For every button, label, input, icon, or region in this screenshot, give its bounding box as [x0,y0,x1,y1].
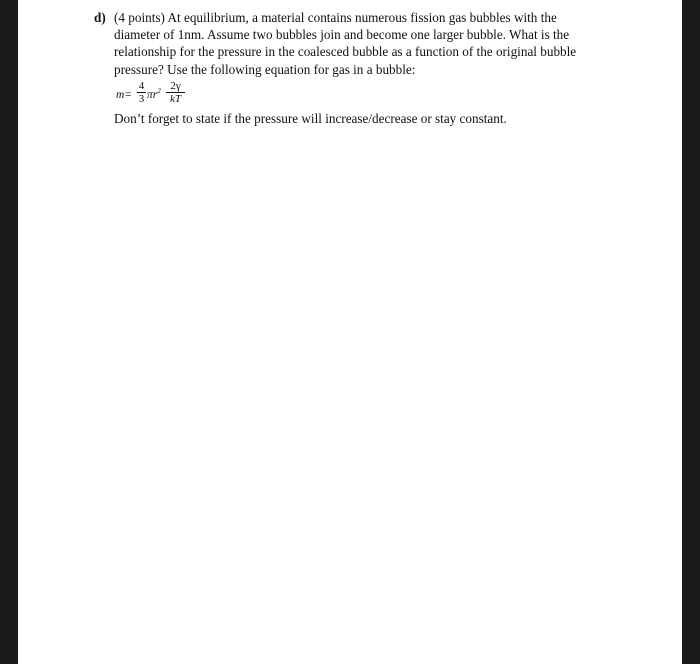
formula-lhs: m= [116,88,133,101]
formula-pi-r-squared [147,87,161,104]
question-text-line-1: (4 points) At equilibrium, a material contains numerous fission gas bubbles with the [114,10,557,25]
fraction-surface-tension-numerator: 2γ [170,79,181,92]
bubble-gas-equation [114,79,594,109]
question-note: Don’t forget to state if the pressure will increase/decrease or stay constant. [114,110,507,126]
document-page [18,0,682,664]
question-d [94,9,594,127]
fraction-four-thirds [137,80,146,105]
fraction-surface-tension-denominator: kT [166,92,185,105]
question-label: d) [94,10,106,25]
fraction-four-thirds-denominator: 3 [138,92,145,105]
fraction-four-thirds-numerator: 4 [138,79,145,92]
fraction-surface-tension [166,80,185,105]
formula-exponent: 2 [157,86,161,95]
question-text-line-3: relationship for the pressure in the coalesced bubble as a function of the original bubble [114,44,577,60]
question-text-line-4: pressure? Use the following equation for gas in a bubble: [114,61,416,77]
question-text-line-2: diameter of 1nm. Assume two bubbles join and become one larger bubble. What is the [114,27,570,43]
formula-pi-r: πr [147,88,158,101]
